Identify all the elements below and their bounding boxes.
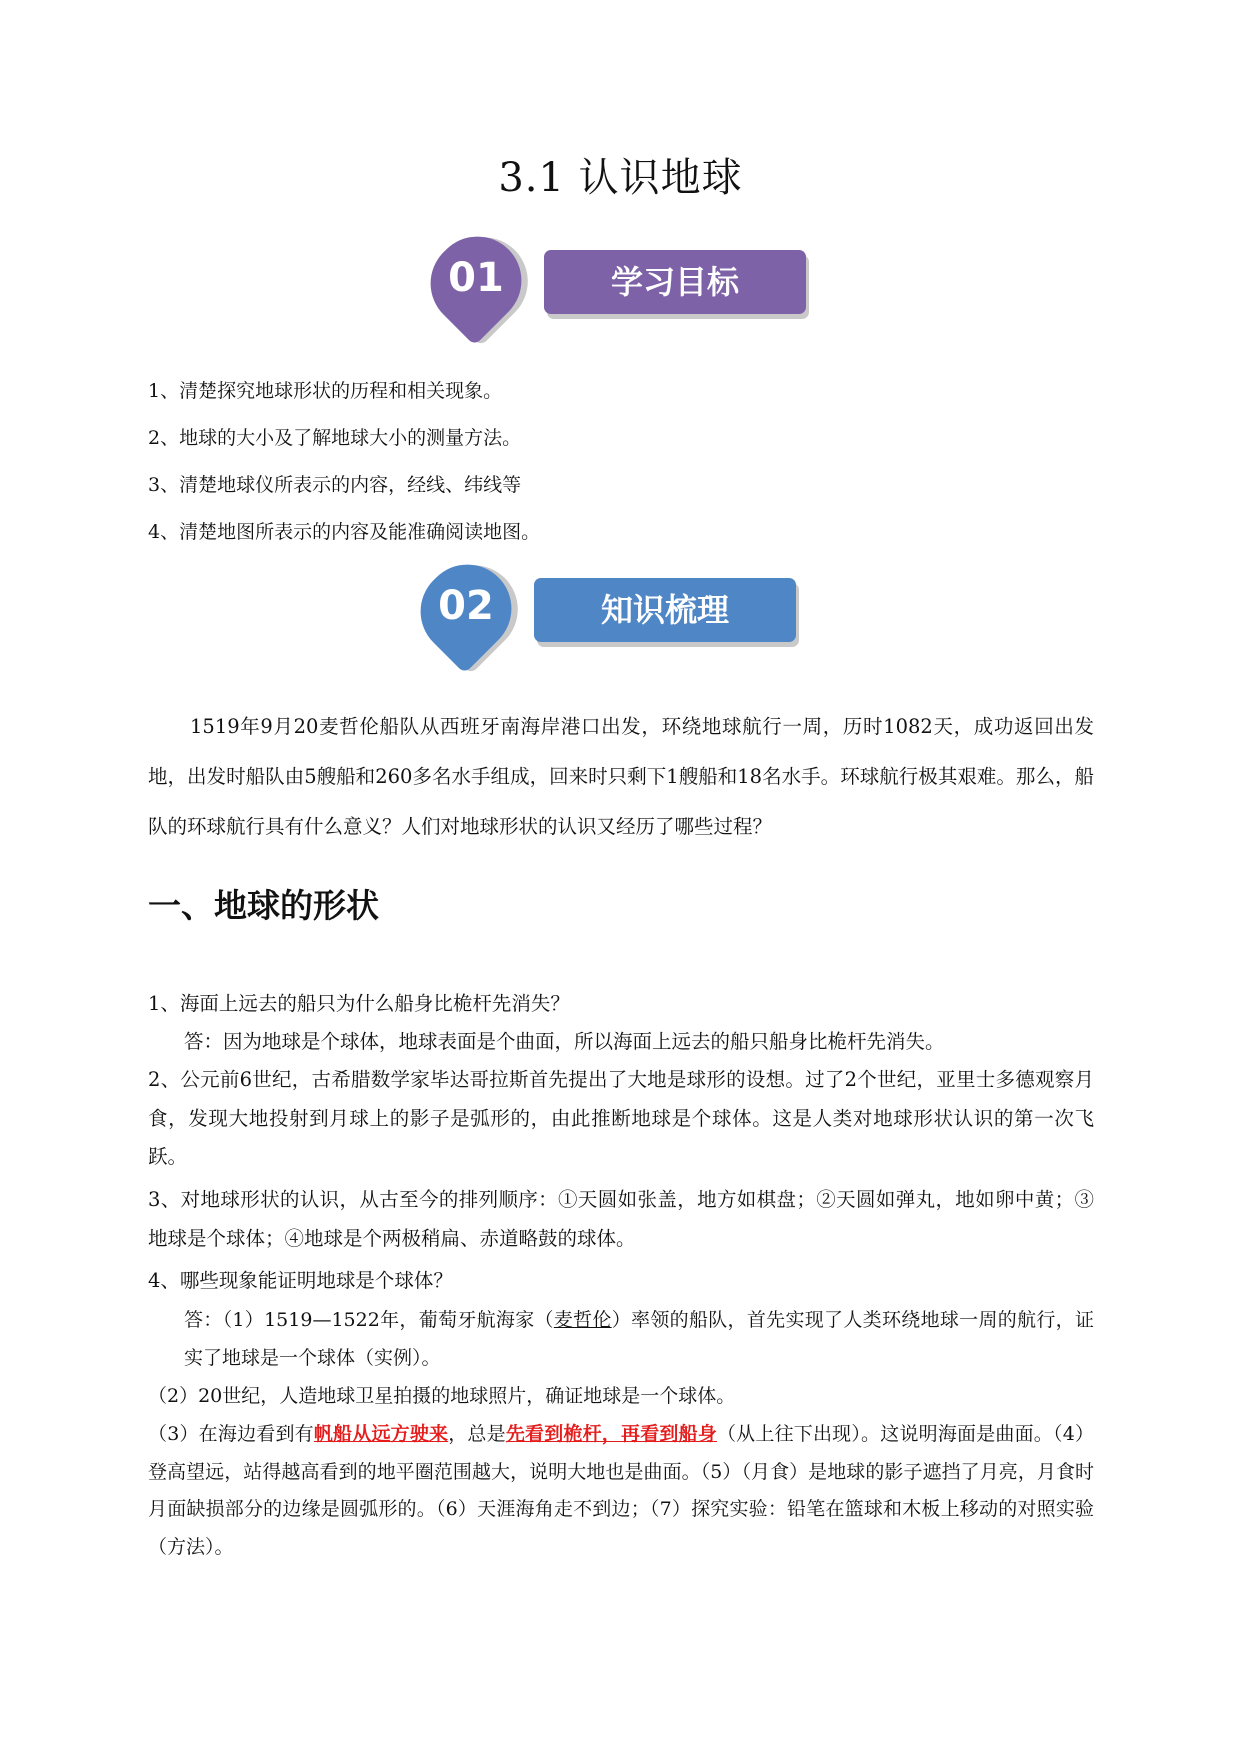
objective-item: 2、地球的大小及了解地球大小的测量方法。 (148, 427, 522, 449)
answer-4-part-1 (148, 1302, 1094, 1377)
highlight-text: 帆船从远方驶来 (313, 1423, 449, 1445)
objective-item: 3、清楚地球仪所表示的内容，经线、纬线等 (148, 474, 522, 496)
paragraph-2: 2、公元前6世纪，古希腊数学家毕达哥拉斯首先提出了大地是球形的设想。过了2个世纪，亚里士多德观察月食，发现大地投射到月球上的影子是弧形的，由此推断地球是个球体。这是人类对地球形状认识的第一次飞跃。 (148, 1068, 1094, 1168)
question-1: 1、海面上远去的船只为什么船身比桅杆先消失？ (148, 992, 570, 1015)
answer-1: 答：因为地球是个球体，地球表面是个曲面，所以海面上远去的船只船身比桅杆先消失。 (184, 1030, 945, 1053)
answer-4-part-2: （2）20世纪，人造地球卫星拍摄的地球照片，确证地球是一个球体。 (148, 1385, 736, 1407)
answer-text: 答：（1）1519—1522年，葡萄牙航海家（ (184, 1309, 554, 1331)
section-header-objectives (430, 234, 790, 334)
section-header-knowledge (420, 562, 780, 662)
answer-text: （从上往下出现）。这说明海面是曲面。（4）登高望远，站得越高看到的地平圈范围越大，说明大地也是曲面。（5）（月食）是地球的影子遮挡了月亮，月食时月面缺损部分的边缘是圆弧形的。（6）天涯海角走不到边；（7）探究实验：铅笔在篮球和木板上移动的对照实验（方法）。 (148, 1423, 1094, 1558)
objective-item: 4、清楚地图所表示的内容及能准确阅读地图。 (148, 521, 541, 543)
answer-text: ，总是 (448, 1423, 506, 1445)
section-label: 学习目标 (610, 263, 739, 301)
section-number: 01 (448, 255, 504, 301)
section-label: 知识梳理 (600, 591, 729, 629)
question-4: 4、哪些现象能证明地球是个球体？ (148, 1269, 453, 1292)
section-number: 02 (438, 583, 494, 629)
highlight-text: 先看到桅杆，再看到船身 (505, 1423, 717, 1445)
paragraph-3: 3、对地球形状的认识，从古至今的排列顺序：①天圆如张盖，地方如棋盘；②天圆如弹丸，地如卵中黄；③地球是个球体；④地球是个两极稍扁、赤道略鼓的球体。 (148, 1188, 1094, 1250)
answer-4-part-3 (148, 1416, 1094, 1566)
underlined-answer: 麦哲伦 (553, 1309, 612, 1331)
answer-text: ）率领的船队，首先实现了人类环绕地球一周的航行，证实了地球是一个球体（实例）。 (184, 1309, 1094, 1369)
section-heading: 一、地球的形状 (148, 886, 379, 925)
answer-text: （3）在海边看到有 (148, 1423, 314, 1445)
objective-item: 1、清楚探究地球形状的历程和相关现象。 (148, 380, 503, 402)
intro-paragraph: 1519年9月20麦哲伦船队从西班牙南海岸港口出发，环绕地球航行一周，历时1082天，成功返回出发地，出发时船队由5艘船和260多名水手组成，回来时只剩下1艘船和18名水手。环球航行极其艰难。那么，船队的环球航行具有什么意义？人们对地球形状的认识又经历了哪些过程？ (148, 715, 1094, 838)
page-title: 3.1 认识地球 (498, 155, 743, 201)
